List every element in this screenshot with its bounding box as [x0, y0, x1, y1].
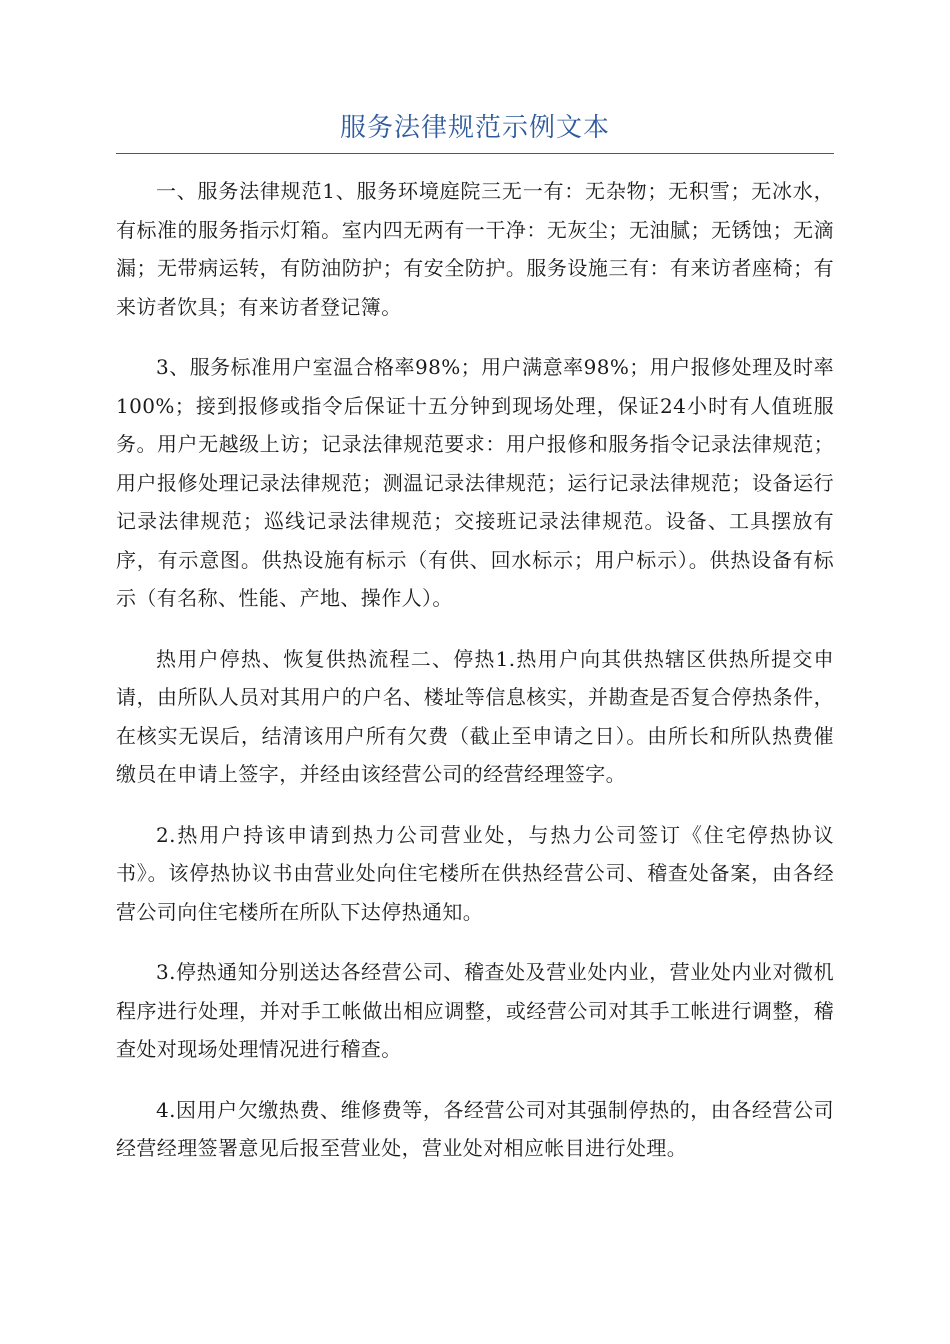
document-title: 服务法律规范示例文本	[339, 113, 610, 143]
paragraph-5: 3.停热通知分别送达各经营公司、稽查处及营业处内业，营业处内业对微机程序进行处理，并对手工帐做出相应调整，或经营公司对其手工帐进行调整，稽查处对现场处理情况进行稽查。	[116, 960, 834, 1061]
paragraph-4: 2.热用户持该申请到热力公司营业处，与热力公司签订《住宅停热协议书》。该停热协议书由营业处向住宅楼所在供热经营公司、稽查处备案，由各经营公司向住宅楼所在所队下达停热通知。	[116, 822, 834, 924]
title-underline	[116, 153, 834, 154]
paragraph-6: 4.因用户欠缴热费、维修费等，各经营公司对其强制停热的，由各经营公司经营经理签署意见后报至营业处，营业处对相应帐目进行处理。	[116, 1097, 834, 1160]
document-body	[116, 172, 834, 1190]
paragraph-1: 一、服务法律规范1、服务环境庭院三无一有：无杂物；无积雪；无冰水，有标准的服务指示灯箱。室内四无两有一干净：无灰尘；无油腻；无锈蚀；无滴漏；无带病运转，有防油防护；有安全防护。服务设施三有：有来访者座椅；有来访者饮具；有来访者登记簿。	[116, 179, 834, 319]
paragraph-2: 3、服务标准用户室温合格率98%；用户满意率98%；用户报修处理及时率100%；接到报修或指令后保证十五分钟到现场处理，保证24小时有人值班服务。用户无越级上访；记录法律规范要求：用户报修和服务指令记录法律规范；用户报修处理记录法律规范；测温记录法律规范；运行记录法律规范；设备运行记录法律规范；巡线记录法律规范；交接班记录法律规范。设备、工具摆放有序，有示意图。供热设施有标示（有供、回水标示；用户标示）。供热设备有标示（有名称、性能、产地、操作人）。	[116, 355, 834, 610]
paragraph-3: 热用户停热、恢复供热流程二、停热1.热用户向其供热辖区供热所提交申请，由所队人员对其用户的户名、楼址等信息核实，并勘查是否复合停热条件，在核实无误后，结清该用户所有欠费（截止至申请之日）。由所长和所队热费催缴员在申请上签字，并经由该经营公司的经营经理签字。	[116, 646, 834, 786]
